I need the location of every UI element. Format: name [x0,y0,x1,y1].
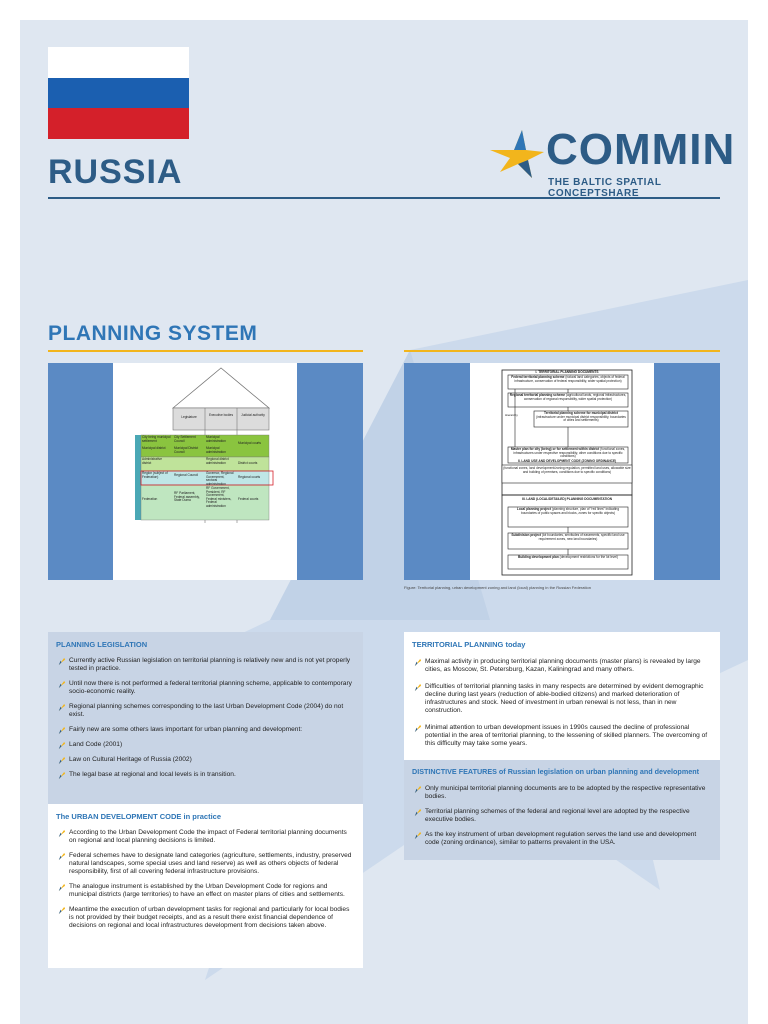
star-icon [488,128,546,180]
box3-0-title: Local planning project [516,507,551,511]
pin-icon [57,829,66,838]
territorial-today-title: TERRITORIAL PLANNING today [412,640,526,649]
pin-icon [57,756,66,765]
list-item [56,741,355,749]
flag-stripe-blue [48,78,189,109]
row-jud-2: District courts [238,461,258,465]
territorial-today-box [404,632,720,760]
distinctive-features-title: DISTINCTIVE FEATURES of Russian legislation on urban planning and development [412,767,699,776]
planning-legislation-list [56,657,355,779]
planning-legislation-title: PLANNING LEGISLATION [56,640,148,649]
box3-0-text: (planning structure, plan of "red lines" indicating boundaries of public spaces and blocks, zones for specific objects) [520,507,620,515]
distinctive-text-0: Only municipal territorial planning documents are to be adopted by the respective representative bodies. [425,785,706,800]
box1-0-title: Federal territorial planning scheme [511,375,565,379]
box1-1-text: (agricultural lands, regional infrastructures, conservation of regional responsibility, wider spatial protection) [523,393,627,401]
pin-icon [57,680,66,689]
gold-rule-right [404,350,720,352]
pin-icon [57,703,66,712]
list-item [56,726,355,734]
box1-1 [508,393,628,407]
section1-title: I. TERRITORIAL PLANNING DOCUMENTS [535,370,599,374]
box3-2-text: (development restrictions for the lot level) [559,555,618,559]
list-item [56,883,355,899]
legislation-text-3: Fairly new are some others laws important for urban planning and development: [69,726,303,733]
row-level-0: City being municipal settlement [142,435,171,443]
list-item [56,906,355,930]
commin-logo [488,124,736,199]
urban-code-title: The URBAN DEVELOPMENT CODE in practice [56,812,222,821]
box3-2-title: Building development plan [518,555,559,559]
pin-icon [413,658,422,667]
figure-right-frame [470,363,654,580]
list-item [56,680,355,696]
row-level-1: Municipal district [142,446,166,450]
row-jud-3: Regional courts [238,475,261,479]
row-leg-1: Municipal District Council [174,446,199,454]
row-level-2: Administrative district [142,457,163,465]
pin-icon [413,724,422,733]
list-item [56,657,355,673]
logo-tagline: THE BALTIC SPATIAL CONCEPTSHARE [548,177,662,199]
russia-flag [48,47,189,139]
urban-code-list [56,829,355,930]
row-jud-4: Federal courts [238,497,259,501]
legislation-text-4: Land Code (2001) [69,741,123,748]
pin-icon [413,831,422,840]
logo-wordmark: COMMIN [546,125,736,174]
legislation-text-2: Regional planning schemes corresponding to the last Urban Development Code (2004) do not exist. [69,703,344,718]
box1-0-text: (natural land categories, objects of federal infrastructure, conservation of federal responsibility, wider spatial protection) [514,375,625,383]
planning-legislation-box [48,632,363,804]
header-executive: Executive bodies [208,413,234,417]
legislation-text-1: Until now there is not performed a federal territorial planning scheme, applicable to contemporary socio-economic reality. [69,680,352,695]
poster-page [20,20,748,1024]
box3-1-title: Subdivision project [511,533,541,537]
box1-2-text: (infrastructure under municipal district responsibility, boundaries of cities and settlements) [536,414,626,423]
territorial-text-1: Difficulties of territorial planning tasks in many respects are determined by evident demographic decline during last years (reduction of able-bodied citizens) and marked deterioration of infrastructures and stock. Need of investment in urban renewal is not less, than in new construction. [425,683,704,714]
pin-icon [413,683,422,692]
row-level-3: Region (subject of Federation) [142,471,168,479]
row-exec-2: Regional district administration [206,457,229,465]
box3-0 [508,507,628,527]
distinctive-text-2: As the key instrument of urban development regulation serves the land use and development code (zoning ordinance), similar to patterns prevalent in the USA. [425,831,697,846]
pin-icon [413,785,422,794]
urban-code-box [48,804,363,968]
list-item [412,658,712,674]
gold-rule-left [48,350,363,352]
list-item [412,683,712,715]
row-exec-1: Municipal administration [206,446,226,454]
row-leg-4: RF Parliament, Federal assembly, State Duma [174,491,200,503]
list-item [56,703,355,719]
list-item [412,785,712,801]
territorial-text-0: Maximal activity in producing territorial planning documents (master plans) is revealed by large cities, as Moscow, St. Petersburg, Kazan, Kaliningrad and many others. [425,658,701,673]
urban-code-text-1: Federal schemes have to designate land categories (agriculture, settlements, industry, preserved natural landscapes, some special uses and land reserve) as well as others objects of federal responsibility, first of all covering federal infrastructure provisions. [69,852,352,875]
row-exec-4: RF Government, President, RF Government, Federal ministers, Federal administration [206,486,232,508]
list-item [412,724,712,748]
side-label: Hierarchy [505,413,518,417]
distinctive-features-box [404,760,720,860]
section2-title: II. LAND USE AND DEVELOPMENT CODE (ZONING ORDINANCE) [517,459,617,463]
list-item [56,829,355,845]
box1-2-title: Territorial planning scheme for municipal district [544,411,618,415]
flag-stripe-red [48,108,189,139]
figure-caption: Figure: Territorial planning, urban development zoning and land (local) planning in the Russian Federation [404,585,591,590]
header-legislature: Legislature [181,415,197,419]
box3-1-text: (lot boundaries, servitudes of easements, specific land use requirement zones, new land boundaries) [538,533,625,541]
row-level-4: Federation [142,497,158,501]
pin-icon [57,657,66,666]
section3-title: III. LAND (LOCAL/DETAILED) PLANNING DOCUMENTATION [521,497,613,501]
pin-icon [57,883,66,892]
pin-icon [57,906,66,915]
list-item [412,831,712,847]
legislation-text-6: The legal base at regional and local levels is in transition. [69,771,236,778]
box1-3-text: (functional zones, infrastructures under respective responsibility, other conditions due to specific conditions) [513,447,626,459]
legislation-text-5: Law on Cultural Heritage of Russia (2002) [69,756,192,763]
box3-1 [508,533,628,549]
box1-2 [534,411,628,427]
pin-icon [57,852,66,861]
flag-stripe-white [48,47,189,78]
box1-0 [508,375,628,389]
row-exec-0: Municipal administration [206,435,226,443]
distinctive-features-list [412,785,712,847]
figure-left-frame [113,363,297,580]
row-leg-3: Regional Council [174,473,199,477]
box1-1-title: Regional territorial planning scheme [509,393,566,397]
header-judicial: Judicial authority [241,413,265,417]
pin-icon [57,741,66,750]
distinctive-text-1: Territorial planning schemes of the federal and regional level are adopted by the respective executive bodies. [425,808,690,823]
row-leg-0: City Settlement Council [174,435,196,443]
urban-code-text-3: Meantime the execution of urban development tasks for regional and particularly for local bodies is not provided by their budget receipts, and as a result there exist financial dependence of decisions on regional and local infrastructures development from decisions taken above. [69,906,350,929]
list-item [56,852,355,876]
urban-code-text-2: The analogue instrument is established by the Urban Development Code for regions and municipal districts (large territories) to have an effect on master plans of cities and settlements. [69,883,345,898]
territorial-text-2: Minimal attention to urban development issues in 1990s caused the decline of professional potential in the area of territorial planning, to the lessening of skilled planners. The overcoming of this difficulty may take some years. [425,724,708,747]
list-item [56,756,355,764]
list-item [412,808,712,824]
list-item [56,771,355,779]
box1-3-title: Master plan for city (being) or for settlement within district [510,447,600,451]
legislation-text-0: Currently active Russian legislation on territorial planning is relatively new and is not yet properly tested in practice. [69,657,351,672]
box3-2 [508,555,628,569]
country-title: RUSSIA [48,153,183,191]
urban-code-text-0: According to the Urban Development Code the impact of Federal territorial planning documents on regional and local planning decisions is limited. [69,829,347,844]
row-exec-3: Governor, Regional Government, sectoral administration [206,471,234,486]
pin-icon [57,726,66,735]
row-jud-1: Municipal courts [238,441,262,445]
pin-icon [57,771,66,780]
section-title-planning-system: PLANNING SYSTEM [48,322,258,345]
pin-icon [413,808,422,817]
territorial-today-list [412,658,712,748]
box2: (functional zones, land development/zoning regulation, permitted land uses, allowable size and building of premises, conditions due to specific conditions) [503,466,631,474]
